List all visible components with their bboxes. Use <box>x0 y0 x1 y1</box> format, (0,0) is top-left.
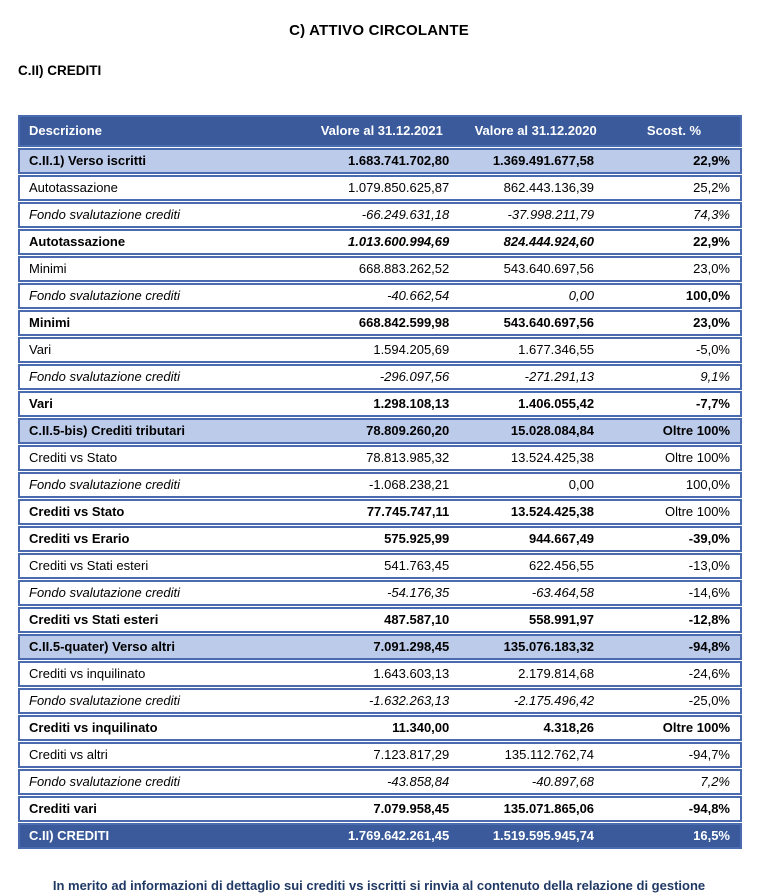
table-row <box>18 202 742 228</box>
table-row <box>18 688 742 714</box>
pct-cell: -94,8% <box>608 634 742 660</box>
col-header-descrizione: Descrizione <box>18 115 300 147</box>
value-2021-cell: 78.809.260,20 <box>300 418 463 444</box>
value-2021-cell: 541.763,45 <box>300 553 463 579</box>
col-header-valore-2020: Valore al 31.12.2020 <box>463 115 608 147</box>
value-2020-cell: -63.464,58 <box>463 580 608 606</box>
value-2021-cell: 668.842.599,98 <box>300 310 463 336</box>
row-label-cell: Vari <box>18 337 300 363</box>
value-2021-cell: 668.883.262,52 <box>300 256 463 282</box>
table-row <box>18 391 742 417</box>
value-2020-cell: 0,00 <box>463 472 608 498</box>
value-2020-cell: 622.456,55 <box>463 553 608 579</box>
value-2021-cell: 7.091.298,45 <box>300 634 463 660</box>
table-row <box>18 769 742 795</box>
value-2020-cell: 558.991,97 <box>463 607 608 633</box>
pct-cell: Oltre 100% <box>608 499 742 525</box>
value-2021-cell: -43.858,84 <box>300 769 463 795</box>
table-row <box>18 796 742 822</box>
value-2021-cell: 1.769.642.261,45 <box>300 823 463 849</box>
pct-cell: 100,0% <box>608 283 742 309</box>
col-header-scost: Scost. % <box>608 115 742 147</box>
pct-cell: -94,8% <box>608 796 742 822</box>
row-label-cell: Fondo svalutazione crediti <box>18 580 300 606</box>
value-2020-cell: 135.112.762,74 <box>463 742 608 768</box>
value-2020-cell: -271.291,13 <box>463 364 608 390</box>
value-2020-cell: 1.369.491.677,58 <box>463 148 608 174</box>
pct-cell: -24,6% <box>608 661 742 687</box>
value-2020-cell: -40.897,68 <box>463 769 608 795</box>
table-row <box>18 364 742 390</box>
pct-cell: -25,0% <box>608 688 742 714</box>
value-2021-cell: 11.340,00 <box>300 715 463 741</box>
table-row <box>18 715 742 741</box>
value-2020-cell: 13.524.425,38 <box>463 499 608 525</box>
value-2021-cell: 1.013.600.994,69 <box>300 229 463 255</box>
row-label-cell: Crediti vs Erario <box>18 526 300 552</box>
row-label-cell: C.II.5-bis) Crediti tributari <box>18 418 300 444</box>
value-2021-cell: -1.632.263,13 <box>300 688 463 714</box>
value-2020-cell: 13.524.425,38 <box>463 445 608 471</box>
table-row <box>18 742 742 768</box>
value-2020-cell: 135.071.865,06 <box>463 796 608 822</box>
row-label-cell: Minimi <box>18 256 300 282</box>
table-row <box>18 472 742 498</box>
value-2021-cell: 575.925,99 <box>300 526 463 552</box>
value-2020-cell: 543.640.697,56 <box>463 256 608 282</box>
value-2020-cell: 135.076.183,32 <box>463 634 608 660</box>
value-2021-cell: 1.594.205,69 <box>300 337 463 363</box>
pct-cell: 16,5% <box>608 823 742 849</box>
table-row <box>18 499 742 525</box>
table-row <box>18 283 742 309</box>
footnote: In merito ad informazioni di dettaglio sui crediti vs iscritti si rinvia al contenuto della relazione di gestione <box>52 878 706 893</box>
value-2021-cell: 1.298.108,13 <box>300 391 463 417</box>
row-label-cell: Fondo svalutazione crediti <box>18 769 300 795</box>
value-2020-cell: 4.318,26 <box>463 715 608 741</box>
pct-cell: 7,2% <box>608 769 742 795</box>
value-2020-cell: 0,00 <box>463 283 608 309</box>
pct-cell: Oltre 100% <box>608 445 742 471</box>
row-label-cell: Fondo svalutazione crediti <box>18 688 300 714</box>
pct-cell: 23,0% <box>608 310 742 336</box>
value-2020-cell: 15.028.084,84 <box>463 418 608 444</box>
row-label-cell: Fondo svalutazione crediti <box>18 202 300 228</box>
table-row <box>18 607 742 633</box>
row-label-cell: C.II) CREDITI <box>18 823 300 849</box>
value-2020-cell: 862.443.136,39 <box>463 175 608 201</box>
value-2020-cell: 944.667,49 <box>463 526 608 552</box>
table-row <box>18 148 742 174</box>
row-label-cell: C.II.5-quater) Verso altri <box>18 634 300 660</box>
value-2021-cell: 7.079.958,45 <box>300 796 463 822</box>
value-2021-cell: 78.813.985,32 <box>300 445 463 471</box>
value-2020-cell: 1.519.595.945,74 <box>463 823 608 849</box>
value-2021-cell: 77.745.747,11 <box>300 499 463 525</box>
row-label-cell: Fondo svalutazione crediti <box>18 283 300 309</box>
value-2021-cell: 1.643.603,13 <box>300 661 463 687</box>
table-header-row <box>18 115 742 147</box>
value-2021-cell: 487.587,10 <box>300 607 463 633</box>
value-2021-cell: 1.683.741.702,80 <box>300 148 463 174</box>
table-row <box>18 445 742 471</box>
pct-cell: 23,0% <box>608 256 742 282</box>
row-label-cell: Crediti vs altri <box>18 742 300 768</box>
value-2021-cell: 1.079.850.625,87 <box>300 175 463 201</box>
row-label-cell: Crediti vs inquilinato <box>18 661 300 687</box>
value-2020-cell: 2.179.814,68 <box>463 661 608 687</box>
pct-cell: Oltre 100% <box>608 715 742 741</box>
pct-cell: -94,7% <box>608 742 742 768</box>
row-label-cell: Crediti vs Stati esteri <box>18 607 300 633</box>
value-2021-cell: -296.097,56 <box>300 364 463 390</box>
pct-cell: -7,7% <box>608 391 742 417</box>
row-label-cell: C.II.1) Verso iscritti <box>18 148 300 174</box>
value-2020-cell: 543.640.697,56 <box>463 310 608 336</box>
pct-cell: 74,3% <box>608 202 742 228</box>
table-row <box>18 823 742 849</box>
pct-cell: 22,9% <box>608 229 742 255</box>
pct-cell: -12,8% <box>608 607 742 633</box>
value-2021-cell: -66.249.631,18 <box>300 202 463 228</box>
value-2020-cell: -2.175.496,42 <box>463 688 608 714</box>
row-label-cell: Minimi <box>18 310 300 336</box>
row-label-cell: Autotassazione <box>18 229 300 255</box>
table-row <box>18 310 742 336</box>
value-2021-cell: -40.662,54 <box>300 283 463 309</box>
value-2020-cell: 1.677.346,55 <box>463 337 608 363</box>
table-row <box>18 580 742 606</box>
table-row <box>18 337 742 363</box>
value-2021-cell: 7.123.817,29 <box>300 742 463 768</box>
pct-cell: -5,0% <box>608 337 742 363</box>
pct-cell: 9,1% <box>608 364 742 390</box>
pct-cell: 100,0% <box>608 472 742 498</box>
value-2020-cell: 824.444.924,60 <box>463 229 608 255</box>
table-row <box>18 256 742 282</box>
col-header-valore-2021: Valore al 31.12.2021 <box>300 115 463 147</box>
pct-cell: -13,0% <box>608 553 742 579</box>
row-label-cell: Crediti vari <box>18 796 300 822</box>
page-title: C) ATTIVO CIRCOLANTE <box>289 22 469 39</box>
pct-cell: 25,2% <box>608 175 742 201</box>
value-2021-cell: -54.176,35 <box>300 580 463 606</box>
table-row <box>18 553 742 579</box>
table-row <box>18 661 742 687</box>
row-label-cell: Fondo svalutazione crediti <box>18 472 300 498</box>
pct-cell: -14,6% <box>608 580 742 606</box>
row-label-cell: Crediti vs Stati esteri <box>18 553 300 579</box>
row-label-cell: Vari <box>18 391 300 417</box>
table-row <box>18 634 742 660</box>
row-label-cell: Crediti vs Stato <box>18 445 300 471</box>
value-2021-cell: -1.068.238,21 <box>300 472 463 498</box>
row-label-cell: Autotassazione <box>18 175 300 201</box>
table-row <box>18 418 742 444</box>
table-body <box>18 148 742 849</box>
table-row <box>18 175 742 201</box>
row-label-cell: Crediti vs Stato <box>18 499 300 525</box>
section-title: C.II) CREDITI <box>18 63 102 78</box>
table-row <box>18 526 742 552</box>
pct-cell: -39,0% <box>608 526 742 552</box>
table-row <box>18 229 742 255</box>
crediti-table <box>18 114 742 850</box>
value-2020-cell: 1.406.055,42 <box>463 391 608 417</box>
pct-cell: 22,9% <box>608 148 742 174</box>
pct-cell: Oltre 100% <box>608 418 742 444</box>
value-2020-cell: -37.998.211,79 <box>463 202 608 228</box>
row-label-cell: Crediti vs inquilinato <box>18 715 300 741</box>
row-label-cell: Fondo svalutazione crediti <box>18 364 300 390</box>
